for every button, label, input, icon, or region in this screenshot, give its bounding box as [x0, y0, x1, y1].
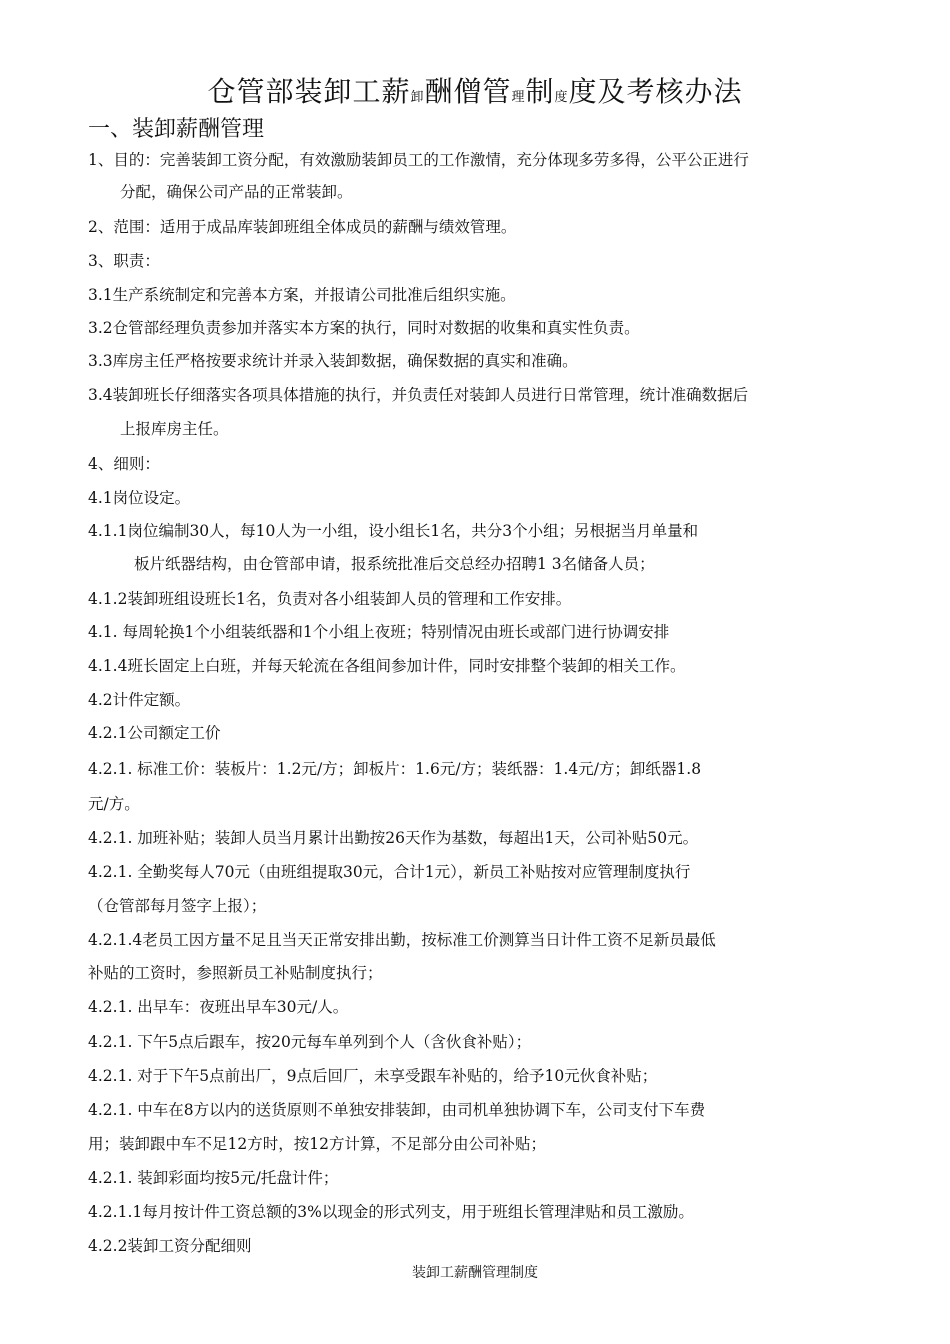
- text-line: 4.2.1. 下午5点后跟车，按20元每车单列到个人（含伙食补贴）；: [88, 1033, 532, 1051]
- text-line: （仓管部每月签字上报）；: [88, 897, 267, 915]
- text-line: 1、目的：完善装卸工资分配，有效激励装卸员工的工作激情，充分体现多劳多得，公平公正进行: [88, 151, 749, 169]
- text-line: 板片纸器结构，由仓管部申请，报系统批准后交总经办招聘1 3名储备人员；: [134, 555, 655, 573]
- text-line: 4.2计件定额。: [88, 691, 191, 709]
- section-heading: 一、装卸薪酬管理: [88, 117, 265, 142]
- text-line: 分配，确保公司产品的正常装卸。: [120, 183, 353, 201]
- text-line: 用；装卸跟中车不足12方时，按12方计算，不足部分由公司补贴；: [88, 1135, 546, 1153]
- text-line: 3.2仓管部经理负责参加并落实本方案的执行，同时对数据的收集和真实性负责。: [88, 319, 640, 337]
- text-line: 2、范围：适用于成品库装卸班组全体成员的薪酬与绩效管理。: [88, 218, 517, 236]
- text-line: 4.2.1公司额定工价: [88, 724, 221, 742]
- text-line: 4.2.1. 中车在8方以内的送货原则不单独安排装卸，由司机单独协调下车，公司支付下车费: [88, 1101, 706, 1119]
- text-line: 3.4装卸班长仔细落实各项具体措施的执行，并负责任对装卸人员进行日常管理，统计准确数据后: [88, 386, 749, 404]
- text-line: 4.2.1. 加班补贴；装卸人员当月累计出勤按26天作为基数，每超出1天，公司补贴50元。: [88, 829, 699, 847]
- text-line: 4.2.1. 对于下午5点前出厂，9点后回厂，未享受跟车补贴的，给予10元伙食补贴；: [88, 1067, 658, 1085]
- text-line: 4.1. 每周轮换1个小组装纸器和1个小组上夜班；特别情况由班长或部门进行协调安排: [88, 623, 670, 641]
- text-line: 4.1.4班长固定上白班，并每天轮流在各组间参加计件，同时安排整个装卸的相关工作。: [88, 657, 686, 675]
- text-line: 3.3库房主任严格按要求统计并录入装卸数据，确保数据的真实和准确。: [88, 352, 578, 370]
- text-line: 元/方。: [88, 795, 140, 813]
- text-line: 4.1.1岗位编制30人，每10人为一小组，设小组长1名，共分3个小组；另根据当月单量和: [88, 522, 699, 540]
- text-line: 4.1岗位设定。: [88, 489, 191, 507]
- text-line: 4.2.1. 标准工价：装板片：1.2元/方；卸板片：1.6元/方；装纸器：1.4元/方；卸纸器1.8: [88, 760, 702, 778]
- title-small-char: 卸: [410, 90, 425, 105]
- page-footer: 装卸工薪酬管理制度: [412, 1265, 538, 1281]
- text-line: 4.2.1.4老员工因方量不足且当天正常安排出勤，按标准工价测算当日计件工资不足新员最低: [88, 931, 716, 949]
- title-part: 度及考核办法: [568, 75, 743, 108]
- text-line: 3、职责：: [88, 252, 160, 270]
- text-line: 4.2.1. 全勤奖每人70元（由班组提取30元，合计1元），新员工补贴按对应管理制度执行: [88, 863, 691, 881]
- text-line: 补贴的工资时，参照新员工补贴制度执行；: [88, 964, 383, 982]
- text-line: 3.1生产系统制定和完善本方案，并报请公司批准后组织实施。: [88, 286, 516, 304]
- text-line: 4.2.1. 出早车：夜班出早车30元/人。: [88, 998, 349, 1016]
- title-small-char: 度: [554, 90, 569, 105]
- document-title: [0, 70, 950, 110]
- title-part: 制: [525, 75, 555, 108]
- title-part: 酬僧管: [424, 75, 512, 108]
- text-line: 4.2.1. 装卸彩面均按5元/托盘计件；: [88, 1169, 339, 1187]
- text-line: 4.1.2装卸班组设班长1名，负责对各小组装卸人员的管理和工作安排。: [88, 590, 572, 608]
- text-line: 4.2.1.1每月按计件工资总额的3%以现金的形式列支，用于班组长管理津贴和员工激励。: [88, 1203, 694, 1221]
- text-line: 上报库房主任。: [120, 420, 229, 438]
- text-line: 4.2.2装卸工资分配细则: [88, 1237, 252, 1255]
- title-small-char: 理: [511, 90, 526, 105]
- text-line: 4、细则：: [88, 455, 160, 473]
- title-part: 仓管部装卸工薪: [207, 75, 411, 108]
